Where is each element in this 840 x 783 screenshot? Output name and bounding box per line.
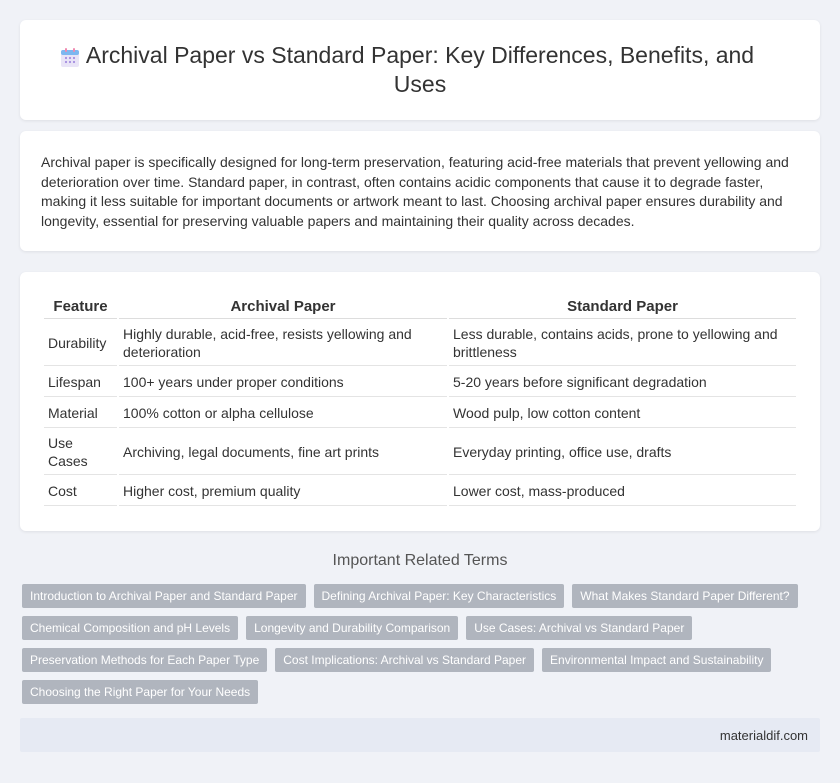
- table-cell: Archiving, legal documents, fine art prints: [119, 430, 447, 475]
- related-term-tag[interactable]: Cost Implications: Archival vs Standard Paper: [275, 648, 534, 672]
- header-feature: Feature: [44, 294, 117, 319]
- related-terms-title: Important Related Terms: [332, 552, 508, 569]
- header-archival: Archival Paper: [119, 294, 447, 319]
- table-row: [44, 477, 796, 506]
- table-cell: Less durable, contains acids, prone to yellowing and brittleness: [449, 321, 796, 366]
- related-term-tag[interactable]: Choosing the Right Paper for Your Needs: [22, 680, 258, 704]
- related-terms-list: [22, 584, 802, 704]
- table-row: [44, 368, 796, 397]
- table-cell: 5-20 years before significant degradation: [449, 368, 796, 397]
- related-term-tag[interactable]: Preservation Methods for Each Paper Type: [22, 648, 267, 672]
- related-term-tag[interactable]: Longevity and Durability Comparison: [246, 616, 458, 640]
- table-cell: Higher cost, premium quality: [119, 477, 447, 506]
- table-cell: Durability: [44, 321, 117, 366]
- table-cell: Lifespan: [44, 368, 117, 397]
- table-cell: 100% cotton or alpha cellulose: [119, 399, 447, 428]
- intro-card: [20, 131, 820, 251]
- related-term-tag[interactable]: Environmental Impact and Sustainability: [542, 648, 771, 672]
- table-cell: Use Cases: [44, 430, 117, 475]
- table-row: [44, 321, 796, 366]
- related-term-tag[interactable]: What Makes Standard Paper Different?: [572, 584, 797, 608]
- table-header-row: [44, 294, 796, 319]
- intro-paragraph: Archival paper is specifically designed for long-term preservation, featuring acid-free materials that prevent yellowing and deterioration over time. Standard paper, in contrast, often contains acidic components that cause it to degrade faster, making it less suitable for important documents or artwork meant to last. Choosing archival paper ensures durability and longevity, essential for preserving valuable papers and maintaining their quality across decades.: [41, 154, 789, 229]
- table-cell: 100+ years under proper conditions: [119, 368, 447, 397]
- table-cell: Lower cost, mass-produced: [449, 477, 796, 506]
- table-cell: Wood pulp, low cotton content: [449, 399, 796, 428]
- footer: [20, 718, 820, 752]
- related-term-tag[interactable]: Use Cases: Archival vs Standard Paper: [466, 616, 692, 640]
- footer-site-link[interactable]: materialdif.com: [719, 727, 808, 743]
- page-title: Archival Paper vs Standard Paper: Key Differences, Benefits, and Uses: [85, 42, 755, 97]
- header-card: [20, 20, 820, 120]
- table-row: [44, 399, 796, 428]
- comparison-table-card: [20, 272, 820, 531]
- table-row: [44, 430, 796, 475]
- table-cell: Cost: [44, 477, 117, 506]
- related-term-tag[interactable]: Introduction to Archival Paper and Standard Paper: [22, 584, 306, 608]
- header-standard: Standard Paper: [449, 294, 796, 319]
- table-cell: Material: [44, 399, 117, 428]
- comparison-table: [42, 292, 798, 508]
- related-term-tag[interactable]: Chemical Composition and pH Levels: [22, 616, 238, 640]
- table-cell: Highly durable, acid-free, resists yellowing and deterioration: [119, 321, 447, 366]
- related-term-tag[interactable]: Defining Archival Paper: Key Characteristics: [314, 584, 565, 608]
- table-cell: Everyday printing, office use, drafts: [449, 430, 796, 475]
